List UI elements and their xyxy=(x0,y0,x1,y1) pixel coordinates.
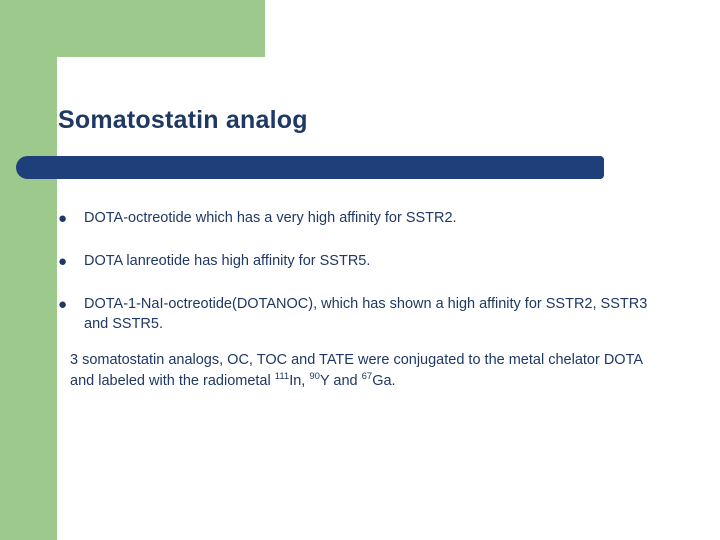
top-green-block xyxy=(0,0,265,57)
page-title: Somatostatin analog xyxy=(58,106,308,134)
list-item-text: DOTA-octreotide which has a very high affinity for SSTR2. xyxy=(84,210,457,226)
left-green-band xyxy=(0,0,57,540)
list-item xyxy=(58,208,670,229)
bullet-icon: ● xyxy=(58,253,68,270)
list-item xyxy=(58,294,670,334)
bullet-icon: ● xyxy=(58,296,68,313)
body-paragraph xyxy=(70,350,670,392)
bullet-icon: ● xyxy=(58,210,68,227)
paragraph-part-1: 3 somatostatin analogs, OC, TOC and TATE were conjugated to the metal chelator DOTA and labeled with the radiometal xyxy=(70,352,643,389)
paragraph-mid-2: Y and xyxy=(319,373,362,389)
paragraph-mid-1: In, xyxy=(289,373,310,389)
slide-body xyxy=(58,208,670,392)
superscript-90: 90 xyxy=(309,371,320,383)
paragraph-mid-3: Ga. xyxy=(372,373,396,389)
superscript-111: 111 xyxy=(274,371,290,383)
list-item-text: DOTA lanreotide has high affinity for SSTR5. xyxy=(84,253,371,269)
list-item xyxy=(58,251,670,272)
superscript-67: 67 xyxy=(361,371,373,383)
title-underline-bar xyxy=(16,156,604,179)
list-item-text: DOTA-1-NaI-octreotide(DOTANOC), which has shown a high affinity for SSTR2, SSTR3 and SSTR5. xyxy=(84,296,648,332)
